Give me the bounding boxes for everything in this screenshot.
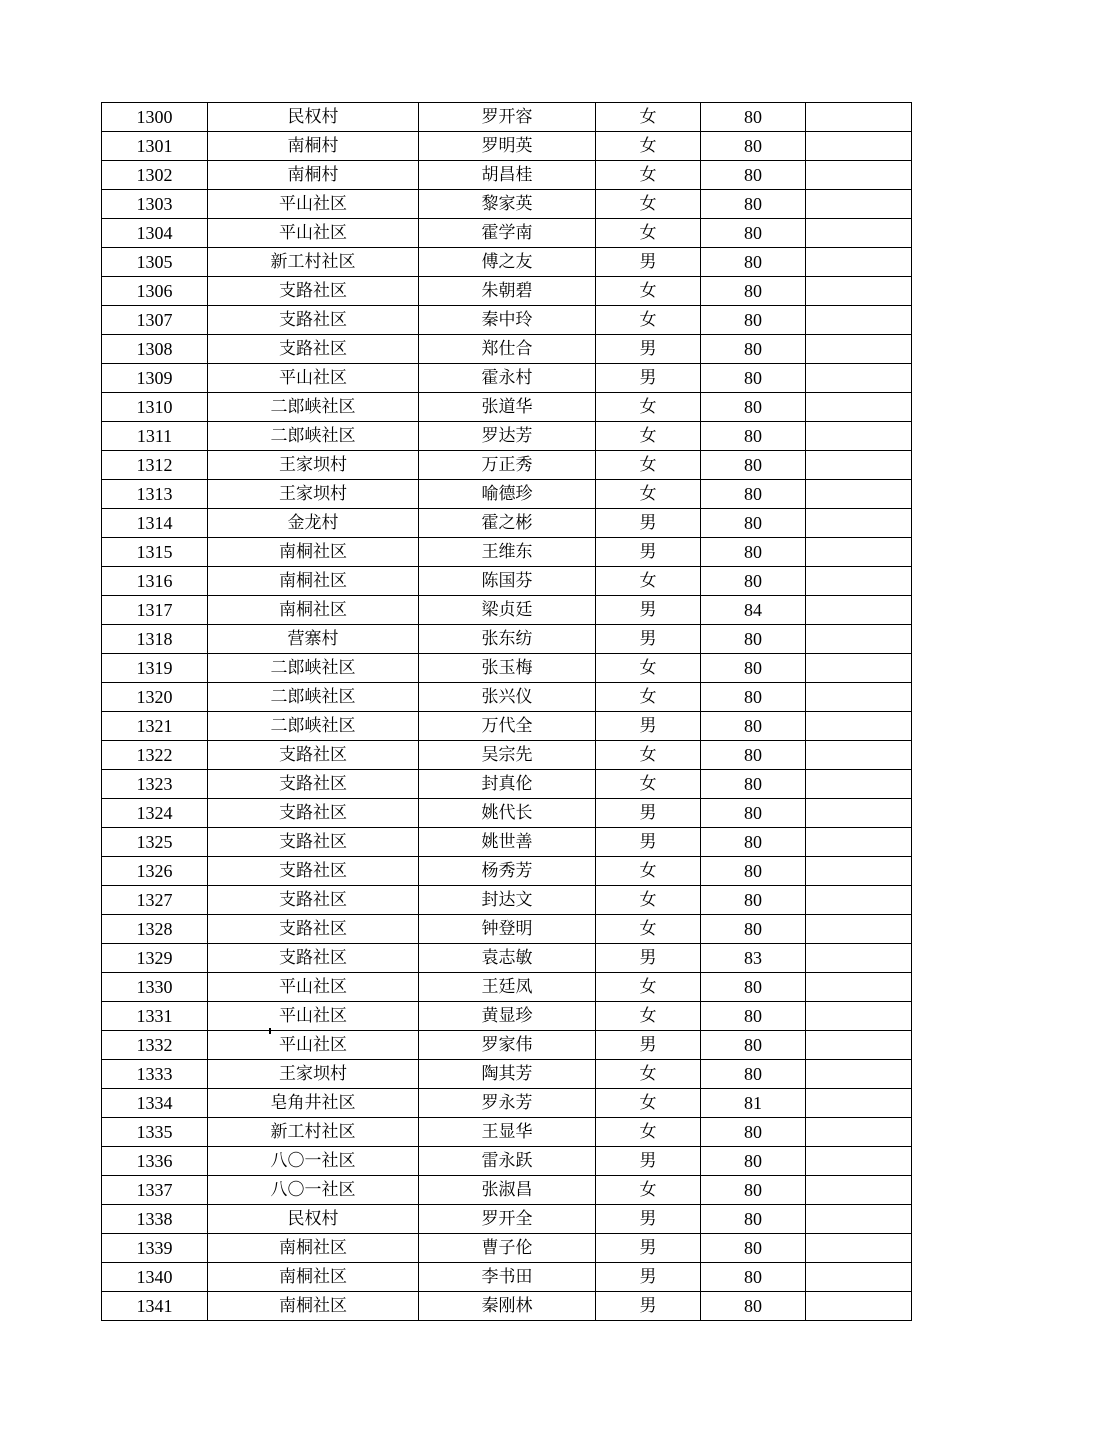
cell-name: 罗开全 — [419, 1205, 596, 1234]
cell-sex: 男 — [596, 1292, 701, 1321]
cell-name: 秦中玲 — [419, 306, 596, 335]
text-cursor-mark — [269, 1028, 271, 1034]
cell-name: 朱朝碧 — [419, 277, 596, 306]
cell-age: 80 — [701, 248, 806, 277]
cell-name: 杨秀芳 — [419, 857, 596, 886]
cell-sex: 男 — [596, 248, 701, 277]
table-row — [102, 1031, 912, 1060]
cell-note — [806, 451, 912, 480]
cell-sex: 男 — [596, 596, 701, 625]
cell-age: 80 — [701, 161, 806, 190]
cell-id: 1328 — [102, 915, 208, 944]
cell-place: 皂角井社区 — [208, 1089, 419, 1118]
cell-sex: 女 — [596, 770, 701, 799]
cell-id: 1325 — [102, 828, 208, 857]
cell-name: 姚代长 — [419, 799, 596, 828]
cell-note — [806, 277, 912, 306]
cell-note — [806, 103, 912, 132]
table-row — [102, 219, 912, 248]
cell-sex: 男 — [596, 509, 701, 538]
cell-place: 民权村 — [208, 1205, 419, 1234]
cell-place: 支路社区 — [208, 741, 419, 770]
cell-place: 二郎峡社区 — [208, 712, 419, 741]
cell-place: 二郎峡社区 — [208, 422, 419, 451]
table-row — [102, 625, 912, 654]
cell-age: 80 — [701, 277, 806, 306]
table-row — [102, 480, 912, 509]
table-row — [102, 190, 912, 219]
cell-note — [806, 422, 912, 451]
cell-id: 1333 — [102, 1060, 208, 1089]
cell-age: 80 — [701, 422, 806, 451]
cell-note — [806, 190, 912, 219]
cell-name: 霍之彬 — [419, 509, 596, 538]
cell-id: 1306 — [102, 277, 208, 306]
table-row — [102, 1176, 912, 1205]
table-row — [102, 393, 912, 422]
cell-place: 支路社区 — [208, 886, 419, 915]
table-row — [102, 741, 912, 770]
cell-id: 1320 — [102, 683, 208, 712]
cell-age: 80 — [701, 335, 806, 364]
cell-place: 支路社区 — [208, 915, 419, 944]
cell-sex: 女 — [596, 1002, 701, 1031]
cell-id: 1339 — [102, 1234, 208, 1263]
cell-age: 83 — [701, 944, 806, 973]
cell-age: 80 — [701, 538, 806, 567]
cell-id: 1332 — [102, 1031, 208, 1060]
cell-note — [806, 567, 912, 596]
cell-name: 罗达芳 — [419, 422, 596, 451]
table-row — [102, 1118, 912, 1147]
cell-sex: 女 — [596, 161, 701, 190]
table-row — [102, 1263, 912, 1292]
cell-place: 南桐社区 — [208, 1234, 419, 1263]
cell-sex: 女 — [596, 1060, 701, 1089]
cell-note — [806, 1147, 912, 1176]
cell-id: 1330 — [102, 973, 208, 1002]
cell-id: 1340 — [102, 1263, 208, 1292]
table-row — [102, 886, 912, 915]
cell-sex: 女 — [596, 1176, 701, 1205]
cell-name: 喻德珍 — [419, 480, 596, 509]
cell-place: 金龙村 — [208, 509, 419, 538]
cell-sex: 男 — [596, 1234, 701, 1263]
cell-sex: 男 — [596, 625, 701, 654]
cell-age: 80 — [701, 1263, 806, 1292]
cell-age: 80 — [701, 1234, 806, 1263]
cell-place: 民权村 — [208, 103, 419, 132]
table-row — [102, 567, 912, 596]
table-row — [102, 509, 912, 538]
cell-note — [806, 596, 912, 625]
cell-name: 王廷凤 — [419, 973, 596, 1002]
cell-age: 80 — [701, 451, 806, 480]
cell-place: 新工村社区 — [208, 248, 419, 277]
table-row — [102, 364, 912, 393]
cell-age: 80 — [701, 1205, 806, 1234]
cell-name: 霍学南 — [419, 219, 596, 248]
cell-name: 傅之友 — [419, 248, 596, 277]
cell-sex: 女 — [596, 741, 701, 770]
cell-note — [806, 857, 912, 886]
cell-sex: 女 — [596, 393, 701, 422]
cell-name: 万正秀 — [419, 451, 596, 480]
cell-note — [806, 944, 912, 973]
cell-note — [806, 741, 912, 770]
cell-name: 万代全 — [419, 712, 596, 741]
cell-id: 1314 — [102, 509, 208, 538]
table-row — [102, 132, 912, 161]
cell-age: 80 — [701, 683, 806, 712]
roster-table-body — [102, 103, 912, 1321]
cell-id: 1334 — [102, 1089, 208, 1118]
cell-note — [806, 1031, 912, 1060]
cell-name: 张淑昌 — [419, 1176, 596, 1205]
cell-id: 1326 — [102, 857, 208, 886]
cell-note — [806, 886, 912, 915]
cell-name: 封真伦 — [419, 770, 596, 799]
cell-sex: 男 — [596, 1031, 701, 1060]
cell-place: 支路社区 — [208, 857, 419, 886]
cell-age: 80 — [701, 712, 806, 741]
cell-place: 南桐村 — [208, 132, 419, 161]
cell-sex: 女 — [596, 480, 701, 509]
cell-name: 姚世善 — [419, 828, 596, 857]
cell-place: 平山社区 — [208, 364, 419, 393]
cell-name: 霍永村 — [419, 364, 596, 393]
cell-age: 80 — [701, 509, 806, 538]
cell-name: 梁贞廷 — [419, 596, 596, 625]
cell-age: 80 — [701, 190, 806, 219]
cell-age: 80 — [701, 741, 806, 770]
cell-id: 1319 — [102, 654, 208, 683]
cell-name: 王维东 — [419, 538, 596, 567]
cell-name: 秦刚林 — [419, 1292, 596, 1321]
cell-sex: 男 — [596, 364, 701, 393]
cell-place: 支路社区 — [208, 335, 419, 364]
cell-id: 1303 — [102, 190, 208, 219]
cell-age: 80 — [701, 915, 806, 944]
cell-age: 80 — [701, 480, 806, 509]
cell-sex: 女 — [596, 219, 701, 248]
cell-note — [806, 973, 912, 1002]
table-row — [102, 538, 912, 567]
cell-place: 南桐社区 — [208, 1263, 419, 1292]
cell-id: 1302 — [102, 161, 208, 190]
cell-note — [806, 306, 912, 335]
table-row — [102, 1089, 912, 1118]
cell-id: 1305 — [102, 248, 208, 277]
cell-note — [806, 1060, 912, 1089]
cell-name: 胡昌桂 — [419, 161, 596, 190]
cell-note — [806, 1263, 912, 1292]
cell-age: 80 — [701, 886, 806, 915]
cell-id: 1321 — [102, 712, 208, 741]
cell-place: 新工村社区 — [208, 1118, 419, 1147]
cell-note — [806, 335, 912, 364]
cell-note — [806, 712, 912, 741]
cell-name: 吴宗先 — [419, 741, 596, 770]
cell-id: 1341 — [102, 1292, 208, 1321]
table-row — [102, 857, 912, 886]
cell-id: 1317 — [102, 596, 208, 625]
cell-sex: 女 — [596, 683, 701, 712]
cell-name: 罗开容 — [419, 103, 596, 132]
cell-place: 平山社区 — [208, 1031, 419, 1060]
cell-sex: 女 — [596, 277, 701, 306]
cell-id: 1327 — [102, 886, 208, 915]
cell-age: 80 — [701, 364, 806, 393]
cell-age: 80 — [701, 1002, 806, 1031]
cell-sex: 女 — [596, 567, 701, 596]
table-row — [102, 1234, 912, 1263]
cell-age: 80 — [701, 1292, 806, 1321]
cell-sex: 男 — [596, 712, 701, 741]
cell-id: 1311 — [102, 422, 208, 451]
cell-place: 王家坝村 — [208, 1060, 419, 1089]
cell-place: 平山社区 — [208, 190, 419, 219]
cell-sex: 女 — [596, 1118, 701, 1147]
table-row — [102, 654, 912, 683]
cell-id: 1318 — [102, 625, 208, 654]
table-row — [102, 828, 912, 857]
cell-place: 平山社区 — [208, 1002, 419, 1031]
cell-id: 1337 — [102, 1176, 208, 1205]
cell-place: 南桐社区 — [208, 538, 419, 567]
cell-note — [806, 248, 912, 277]
cell-place: 支路社区 — [208, 828, 419, 857]
table-row — [102, 1205, 912, 1234]
cell-sex: 女 — [596, 915, 701, 944]
cell-name: 李书田 — [419, 1263, 596, 1292]
table-row — [102, 770, 912, 799]
cell-name: 陈国芬 — [419, 567, 596, 596]
cell-id: 1316 — [102, 567, 208, 596]
cell-sex: 女 — [596, 103, 701, 132]
cell-id: 1335 — [102, 1118, 208, 1147]
cell-id: 1331 — [102, 1002, 208, 1031]
cell-age: 80 — [701, 857, 806, 886]
cell-id: 1336 — [102, 1147, 208, 1176]
cell-note — [806, 1234, 912, 1263]
cell-place: 王家坝村 — [208, 451, 419, 480]
cell-place: 南桐社区 — [208, 567, 419, 596]
table-row — [102, 712, 912, 741]
cell-place: 平山社区 — [208, 973, 419, 1002]
cell-sex: 女 — [596, 886, 701, 915]
cell-age: 80 — [701, 1031, 806, 1060]
cell-id: 1307 — [102, 306, 208, 335]
cell-name: 张兴仪 — [419, 683, 596, 712]
table-row — [102, 1292, 912, 1321]
cell-id: 1309 — [102, 364, 208, 393]
cell-name: 张玉梅 — [419, 654, 596, 683]
cell-sex: 女 — [596, 422, 701, 451]
cell-age: 80 — [701, 654, 806, 683]
cell-sex: 男 — [596, 944, 701, 973]
table-row — [102, 1002, 912, 1031]
cell-age: 80 — [701, 132, 806, 161]
cell-name: 张东纺 — [419, 625, 596, 654]
cell-sex: 女 — [596, 190, 701, 219]
cell-sex: 女 — [596, 1089, 701, 1118]
cell-age: 80 — [701, 1147, 806, 1176]
cell-age: 80 — [701, 799, 806, 828]
cell-note — [806, 770, 912, 799]
cell-id: 1308 — [102, 335, 208, 364]
cell-note — [806, 1205, 912, 1234]
cell-note — [806, 1292, 912, 1321]
cell-note — [806, 393, 912, 422]
cell-place: 营寨村 — [208, 625, 419, 654]
table-row — [102, 944, 912, 973]
table-row — [102, 248, 912, 277]
cell-sex: 男 — [596, 335, 701, 364]
cell-age: 80 — [701, 625, 806, 654]
cell-age: 80 — [701, 567, 806, 596]
cell-place: 支路社区 — [208, 770, 419, 799]
cell-place: 南桐社区 — [208, 596, 419, 625]
cell-note — [806, 364, 912, 393]
table-row — [102, 103, 912, 132]
cell-note — [806, 654, 912, 683]
cell-note — [806, 1118, 912, 1147]
cell-id: 1322 — [102, 741, 208, 770]
table-row — [102, 451, 912, 480]
cell-name: 罗家伟 — [419, 1031, 596, 1060]
cell-id: 1338 — [102, 1205, 208, 1234]
table-row — [102, 915, 912, 944]
cell-note — [806, 132, 912, 161]
cell-note — [806, 828, 912, 857]
cell-name: 雷永跃 — [419, 1147, 596, 1176]
cell-place: 平山社区 — [208, 219, 419, 248]
table-row — [102, 161, 912, 190]
cell-name: 王显华 — [419, 1118, 596, 1147]
cell-sex: 男 — [596, 1263, 701, 1292]
cell-place: 南桐社区 — [208, 1292, 419, 1321]
table-row — [102, 1147, 912, 1176]
cell-note — [806, 509, 912, 538]
cell-age: 81 — [701, 1089, 806, 1118]
cell-note — [806, 538, 912, 567]
cell-age: 80 — [701, 219, 806, 248]
cell-place: 二郎峡社区 — [208, 683, 419, 712]
cell-name: 封达文 — [419, 886, 596, 915]
cell-place: 八〇一社区 — [208, 1176, 419, 1205]
cell-sex: 女 — [596, 857, 701, 886]
roster-table — [101, 102, 912, 1321]
cell-note — [806, 683, 912, 712]
cell-note — [806, 1089, 912, 1118]
cell-age: 84 — [701, 596, 806, 625]
cell-id: 1324 — [102, 799, 208, 828]
cell-name: 钟登明 — [419, 915, 596, 944]
cell-name: 陶其芳 — [419, 1060, 596, 1089]
cell-sex: 女 — [596, 451, 701, 480]
cell-sex: 女 — [596, 132, 701, 161]
cell-sex: 男 — [596, 538, 701, 567]
table-row — [102, 277, 912, 306]
table-row — [102, 1060, 912, 1089]
cell-place: 支路社区 — [208, 799, 419, 828]
cell-place: 支路社区 — [208, 306, 419, 335]
table-row — [102, 596, 912, 625]
cell-place: 南桐村 — [208, 161, 419, 190]
cell-id: 1315 — [102, 538, 208, 567]
cell-name: 黄显珍 — [419, 1002, 596, 1031]
table-row — [102, 422, 912, 451]
cell-id: 1304 — [102, 219, 208, 248]
cell-name: 曹子伦 — [419, 1234, 596, 1263]
cell-note — [806, 799, 912, 828]
cell-id: 1313 — [102, 480, 208, 509]
cell-age: 80 — [701, 828, 806, 857]
table-row — [102, 335, 912, 364]
cell-id: 1301 — [102, 132, 208, 161]
cell-id: 1312 — [102, 451, 208, 480]
cell-age: 80 — [701, 770, 806, 799]
cell-note — [806, 480, 912, 509]
cell-place: 八〇一社区 — [208, 1147, 419, 1176]
cell-place: 二郎峡社区 — [208, 393, 419, 422]
cell-age: 80 — [701, 1176, 806, 1205]
cell-age: 80 — [701, 306, 806, 335]
cell-sex: 男 — [596, 828, 701, 857]
cell-note — [806, 1002, 912, 1031]
cell-place: 支路社区 — [208, 277, 419, 306]
cell-name: 黎家英 — [419, 190, 596, 219]
cell-note — [806, 625, 912, 654]
table-row — [102, 973, 912, 1002]
cell-sex: 女 — [596, 654, 701, 683]
table-row — [102, 799, 912, 828]
cell-place: 支路社区 — [208, 944, 419, 973]
cell-sex: 男 — [596, 799, 701, 828]
cell-name: 罗永芳 — [419, 1089, 596, 1118]
cell-id: 1310 — [102, 393, 208, 422]
cell-note — [806, 219, 912, 248]
cell-note — [806, 915, 912, 944]
cell-sex: 女 — [596, 306, 701, 335]
cell-place: 二郎峡社区 — [208, 654, 419, 683]
cell-sex: 男 — [596, 1205, 701, 1234]
cell-age: 80 — [701, 393, 806, 422]
cell-place: 王家坝村 — [208, 480, 419, 509]
cell-name: 袁志敏 — [419, 944, 596, 973]
cell-note — [806, 1176, 912, 1205]
cell-name: 罗明英 — [419, 132, 596, 161]
cell-age: 80 — [701, 103, 806, 132]
cell-note — [806, 161, 912, 190]
cell-sex: 女 — [596, 973, 701, 1002]
cell-id: 1329 — [102, 944, 208, 973]
table-row — [102, 683, 912, 712]
cell-age: 80 — [701, 1060, 806, 1089]
cell-name: 张道华 — [419, 393, 596, 422]
cell-id: 1300 — [102, 103, 208, 132]
cell-age: 80 — [701, 973, 806, 1002]
cell-name: 郑仕合 — [419, 335, 596, 364]
cell-sex: 男 — [596, 1147, 701, 1176]
cell-id: 1323 — [102, 770, 208, 799]
cell-age: 80 — [701, 1118, 806, 1147]
table-row — [102, 306, 912, 335]
